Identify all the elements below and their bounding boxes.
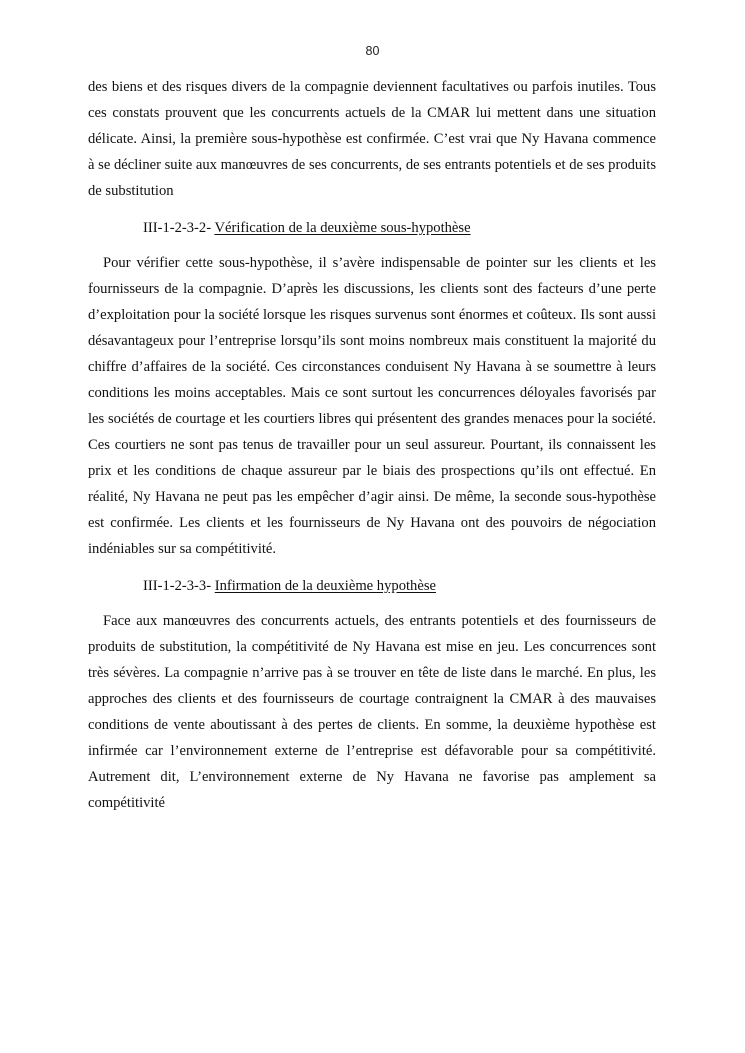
section-heading-verification xyxy=(143,215,656,241)
section-heading-infirmation xyxy=(143,573,656,599)
paragraph-infirmation: Face aux manœuvres des concurrents actuels, des entrants potentiels et des fournisseurs de produits de substitution, la compétitivité de Ny Havana est mise en jeu. Les concurrences sont très sévères. La compagnie n’arrive pas à se trouver en tête de liste dans le marché. En plus, les approches des clients et des fournisseurs de courtage contraignent la CMAR à des mauvaises conditions de vente aboutissant à des pertes de clients. En somme, la deuxième hypothèse est infirmée car l’environnement externe de l’entreprise est défavorable pour sa compétitivité. Autrement dit, L’environnement externe de Ny Havana ne favorise pas amplement sa compétitivité xyxy=(88,613,656,811)
section-title: Infirmation de la deuxième hypothèse xyxy=(214,578,436,594)
section-title: Vérification de la deuxième sous-hypothèse xyxy=(214,220,471,236)
page-number: 80 xyxy=(365,44,380,58)
page-body xyxy=(88,74,656,816)
paragraph-continued: des biens et des risques divers de la compagnie deviennent facultatives ou parfois inutiles. Tous ces constats prouvent que les concurrents actuels de la CMAR lui mettent dans une situation délicate. Ainsi, la première sous-hypothèse est confirmée. C’est vrai que Ny Havana commence à se décliner suite aux manœuvres de ses concurrents, de ses entrants potentiels et de ses produits de substitution xyxy=(88,79,656,199)
paragraph-verification: Pour vérifier cette sous-hypothèse, il s’avère indispensable de pointer sur les clients et les fournisseurs de la compagnie. D’après les discussions, les clients sont des facteurs d’une perte d’exploitation pour la société lorsque les risques survenus sont énormes et coûteux. Ils sont aussi désavantageux pour l’entreprise lorsqu’ils sont moins nombreux mais constituent la majorité du chiffre d’affaires de la société. Ces circonstances conduisent Ny Havana à se soumettre à leurs conditions les moins acceptables. Mais ce sont surtout les concurrences déloyales favorisés par les sociétés de courtage et les courtiers libres qui présentent des grandes menaces pour la société. Ces courtiers ne sont pas tenus de travailler pour un seul assureur. Pourtant, ils connaissent les prix et les conditions de chaque assureur par le biais des prospections qu’ils ont effectué. En réalité, Ny Havana ne peut pas les empêcher d’agir ainsi. De même, la seconde sous-hypothèse est confirmée. Les clients et les fournisseurs de Ny Havana ont des pouvoirs de négociation indéniables sur sa compétitivité. xyxy=(88,255,656,557)
section-number: III-1-2-3-2- xyxy=(143,220,215,236)
section-number: III-1-2-3-3- xyxy=(143,578,215,594)
